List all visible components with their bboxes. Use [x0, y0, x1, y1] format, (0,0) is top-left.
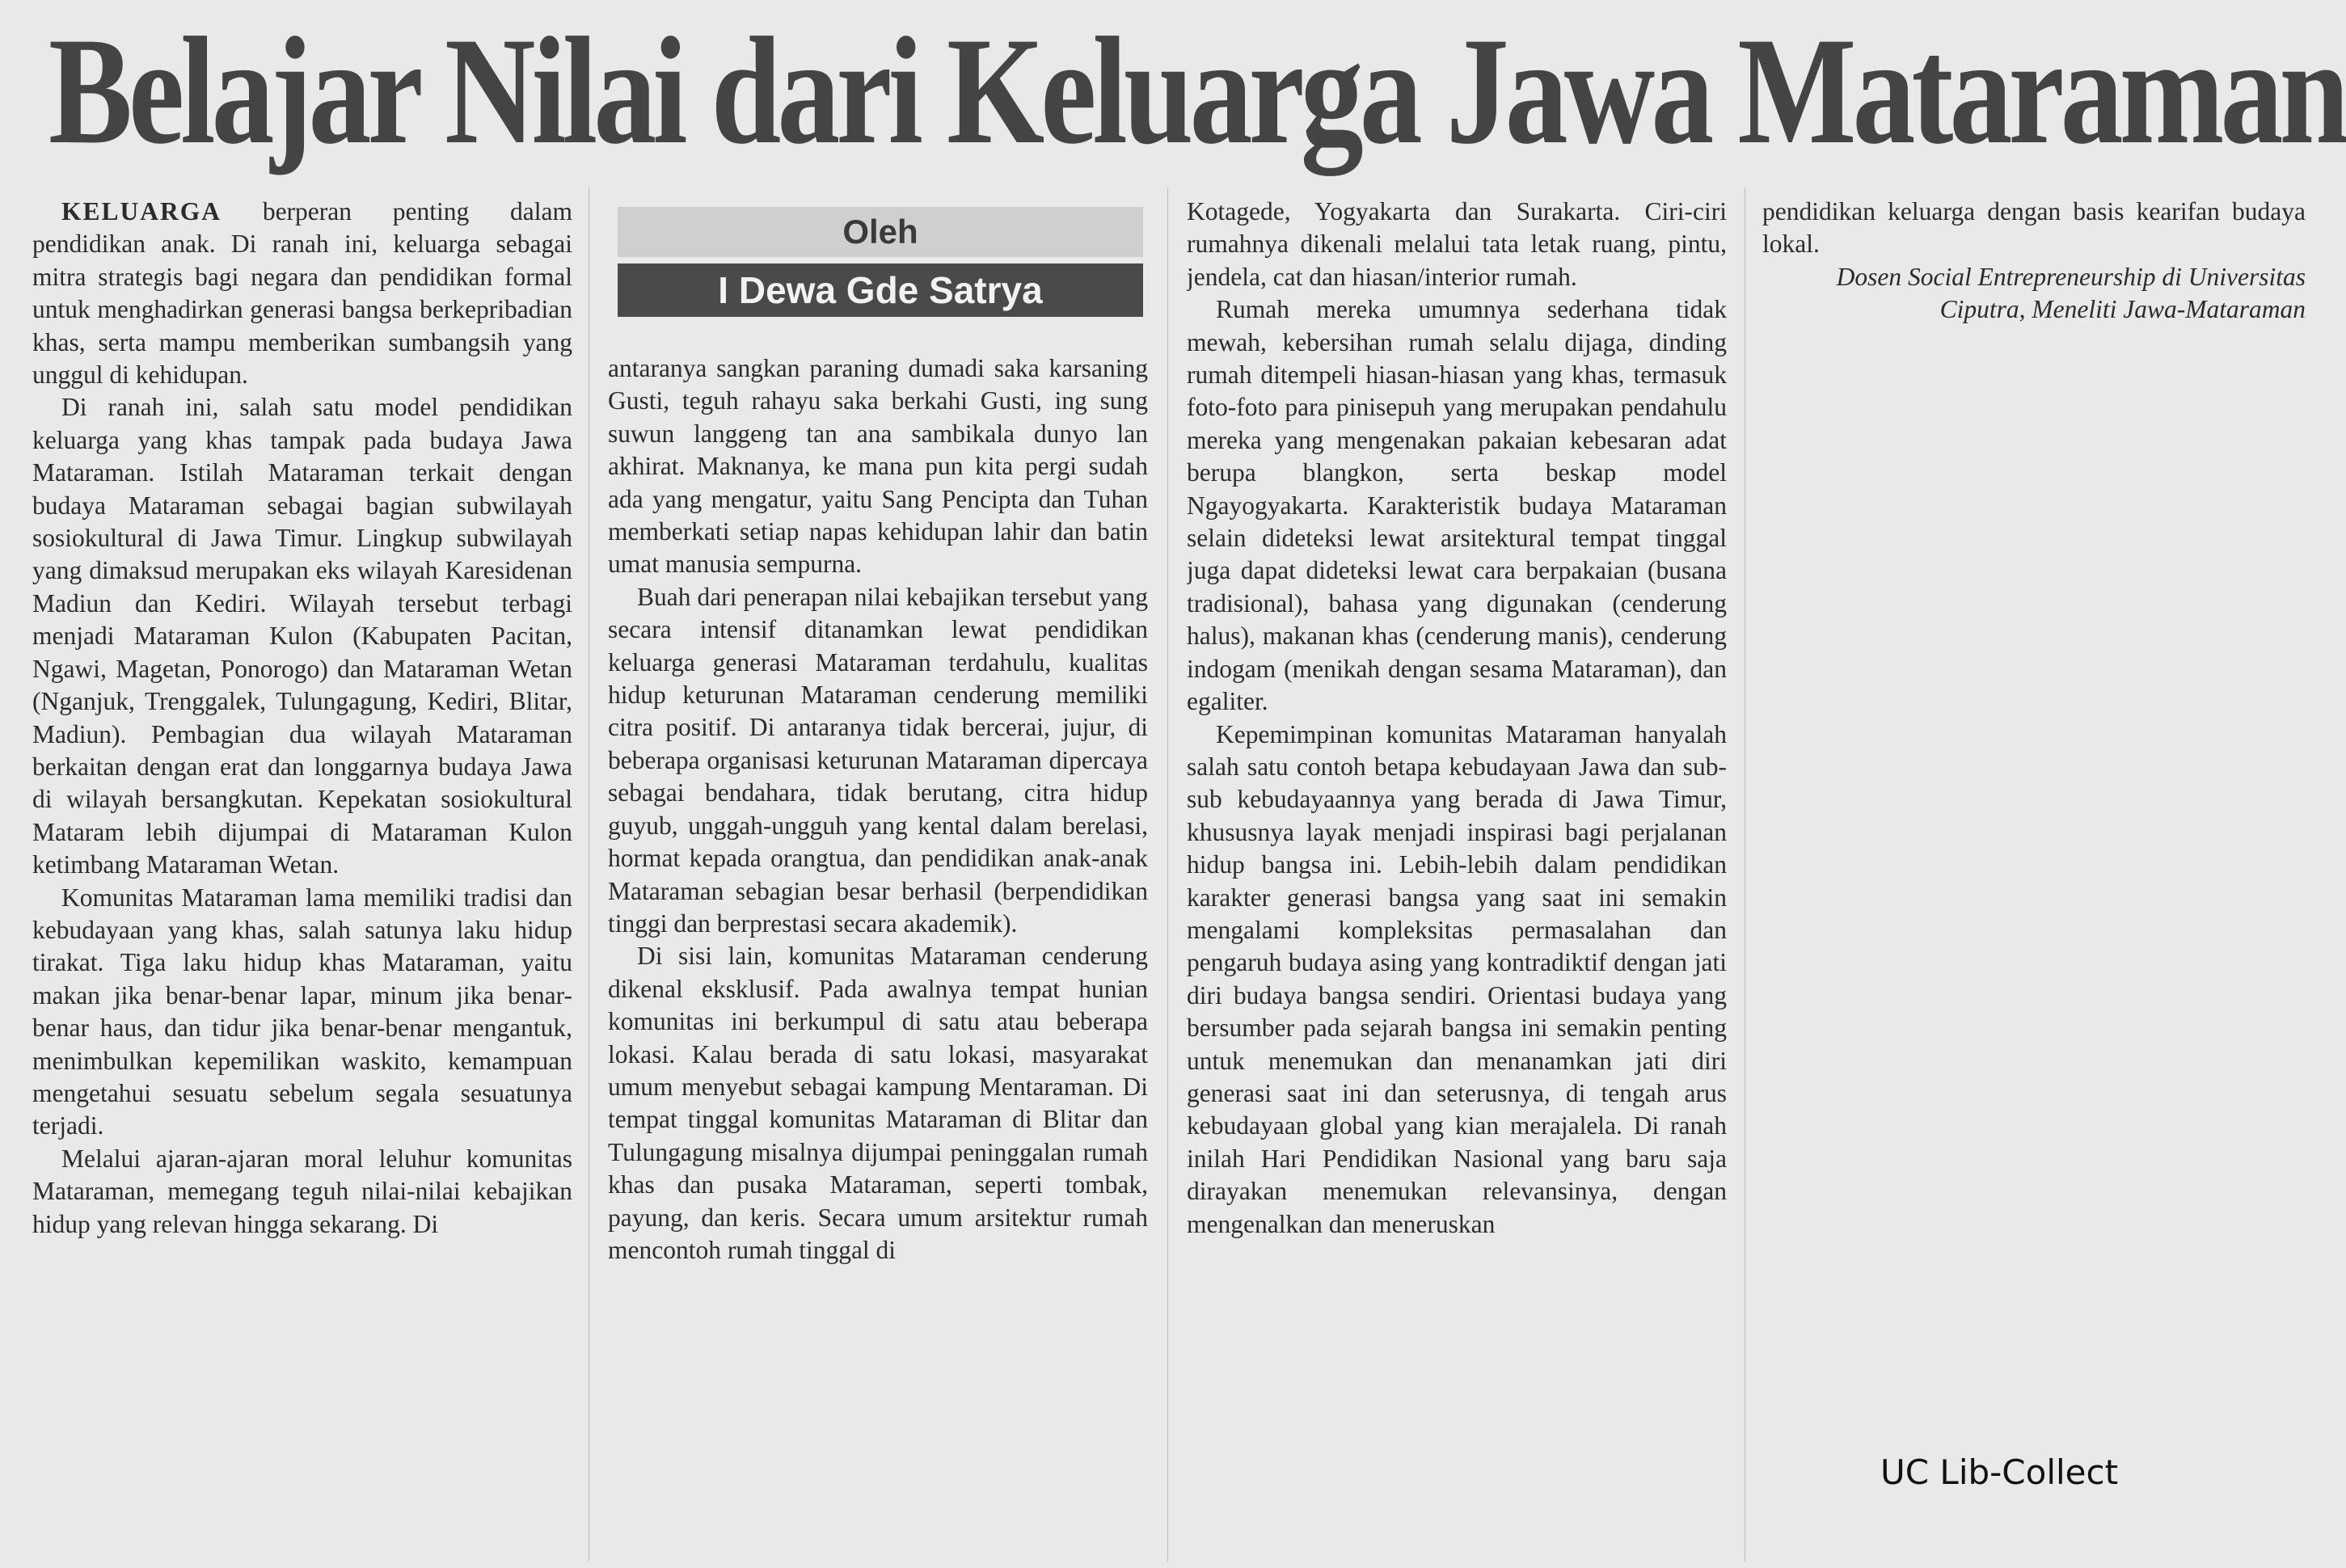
article-column-1 [32, 196, 572, 1562]
watermark: UC Lib-Collect [1880, 1452, 2119, 1492]
byline-box [618, 207, 1143, 320]
article-column-4 [1762, 196, 2306, 1562]
paragraph: Melalui ajaran-ajaran moral leluhur komunitas Mataraman, memegang teguh nilai-nilai kebajikan hidup yang relevan hingga sekarang. Di [32, 1144, 572, 1238]
paragraph: Komunitas Mataraman lama memiliki tradisi dan kebudayaan yang khas, salah satunya laku hidup tirakat. Tiga laku hidup khas Mataraman, yaitu makan jika benar-benar lapar, minum jika benar-benar haus, dan tidur jika benar-benar mengantuk, menimbulkan kepemilikan waskito, kemampuan mengetahui sesuatu sebelum segala sesuatunya terjadi. [32, 883, 572, 1140]
paragraph: Kepemimpinan komunitas Mataraman hanyalah salah satu contoh betapa kebudayaan Jawa dan sub-sub kebudayaannya yang berada di Jawa Timur, khususnya layak menjadi inspirasi bagi perjalanan hidup bangsa ini. Lebih-lebih dalam pendidikan karakter generasi bangsa yang saat ini semakin mengalami kompleksitas permasalahan dan pengaruh budaya asing yang kontradiktif dengan jati diri budaya bangsa sendiri. Orientasi budaya yang bersumber pada sejarah bangsa ini semakin penting untuk menemukan dan menanamkan jati diri generasi saat ini dan seterusnya, di tengah arus kebudayaan global yang kian merajalela. Di ranah inilah Hari Pendidikan Nasional yang baru saja dirayakan menemukan relevansinya, dengan mengenalkan dan meneruskan [1187, 719, 1727, 1238]
author-note: Dosen Social Entrepreneurship di Universitas Ciputra, Meneliti Jawa-Mataraman [1836, 262, 2306, 324]
paragraph [32, 196, 572, 391]
paragraph: Buah dari penerapan nilai kebajikan tersebut yang secara intensif ditanamkan lewat pendidikan keluarga generasi Mataraman terdahulu, kualitas hidup keturunan Mataraman cenderung memiliki citra positif. Di antaranya tidak bercerai, jujur, di beberapa organisasi keturunan Mataraman dipercaya sebagai bendahara, tidak berutang, citra hidup guyub, unggah-ungguh yang kental dalam berelasi, hormat kepada orangtua, dan pendidikan anak-anak Mataraman sebagian besar berhasil (berpendidikan tinggi dan berprestasi secara akademik). [608, 582, 1148, 938]
paragraph-text: berperan penting dalam pendidikan anak. Di ranah ini, keluarga sebagai mitra strategis bagi negara dan pendidikan formal untuk menghadirkan generasi bangsa berkepribadian khas, serta mampu memberikan sumbangsih yang unggul di kehidupan. [32, 197, 572, 390]
paragraph: Rumah mereka umumnya sederhana tidak mewah, kebersihan rumah selalu dijaga, dinding rumah ditempeli hiasan-hiasan yang khas, termasuk foto-foto para pinisepuh yang merupakan pendahulu mereka yang mengenakan pakaian kebesaran adat berupa blangkon, serta beskap model Ngayogyakarta. Karakteristik budaya Mataraman selain dideteksi lewat arsitektural tempat tinggal juga dapat dideteksi lewat cara berpakaian (busana tradisional), bahasa yang digunakan (cenderung halus), makanan khas (cenderung manis), cenderung indogam (menikah dengan sesama Mataraman), dan egaliter. [1187, 295, 1727, 716]
paragraph: Di ranah ini, salah satu model pendidikan keluarga yang khas tampak pada budaya Jawa Mataraman. Istilah Mataraman terkait dengan budaya Mataraman sebagai bagian subwilayah sosiokultural di Jawa Timur. Lingkup subwilayah yang dimaksud merupakan eks wilayah Karesidenan Madiun dan Kediri. Wilayah tersebut terbagi menjadi Mataraman Kulon (Kabupaten Pacitan, Ngawi, Magetan, Ponorogo) dan Mataraman Wetan (Nganjuk, Trenggalek, Tulungagung, Kediri, Blitar, Madiun). Pembagian dua wilayah Mataraman berkaitan dengan erat dan longgarnya budaya Jawa di wilayah bersangkutan. Kepekatan sosiokultural Mataram lebih dijumpai di Mataraman Kulon ketimbang Mataraman Wetan. [32, 393, 572, 879]
paragraph: Di sisi lain, komunitas Mataraman cenderung dikenal eksklusif. Pada awalnya tempat hunian komunitas ini berkumpul di satu atau beberapa lokasi. Kalau berada di satu lokasi, masyarakat umum menyebut sebagai kampung Mentaraman. Di tempat tinggal komunitas Mataraman di Blitar dan Tulungagung misalnya dijumpai peninggalan rumah khas dan pusaka Mataraman, seperti tombak, payung, dan keris. Secara umum arsitektur rumah mencontoh rumah tinggal di [608, 942, 1148, 1264]
paragraph: Kotagede, Yogyakarta dan Surakarta. Ciri-ciri rumahnya dikenali melalui tata letak ruang, pintu, jendela, cat dan hiasan/interior rumah. [1187, 197, 1727, 291]
column-rule [1167, 188, 1168, 1562]
lead-word: KELUARGA [61, 197, 222, 226]
byline-author: I Dewa Gde Satrya [618, 263, 1143, 317]
article-column-3 [1187, 196, 1727, 1562]
article-column-2 [608, 352, 1148, 1562]
paragraph: pendidikan keluarga dengan basis kearifan budaya lokal. [1762, 197, 2306, 259]
headline: Belajar Nilai dari Keluarga Jawa Mataraman [49, 6, 2346, 176]
byline-oleh: Oleh [618, 207, 1143, 257]
paragraph: antaranya sangkan paraning dumadi saka karsaning Gusti, teguh rahayu saka berkahi Gusti, ing sung suwun langgeng tan ana sambikala dunyo lan akhirat. Maknanya, ke mana pun kita pergi sudah ada yang mengatur, yaitu Sang Pencipta dan Tuhan memberkati setiap napas kehidupan lahir dan batin umat manusia sempurna. [608, 354, 1148, 579]
